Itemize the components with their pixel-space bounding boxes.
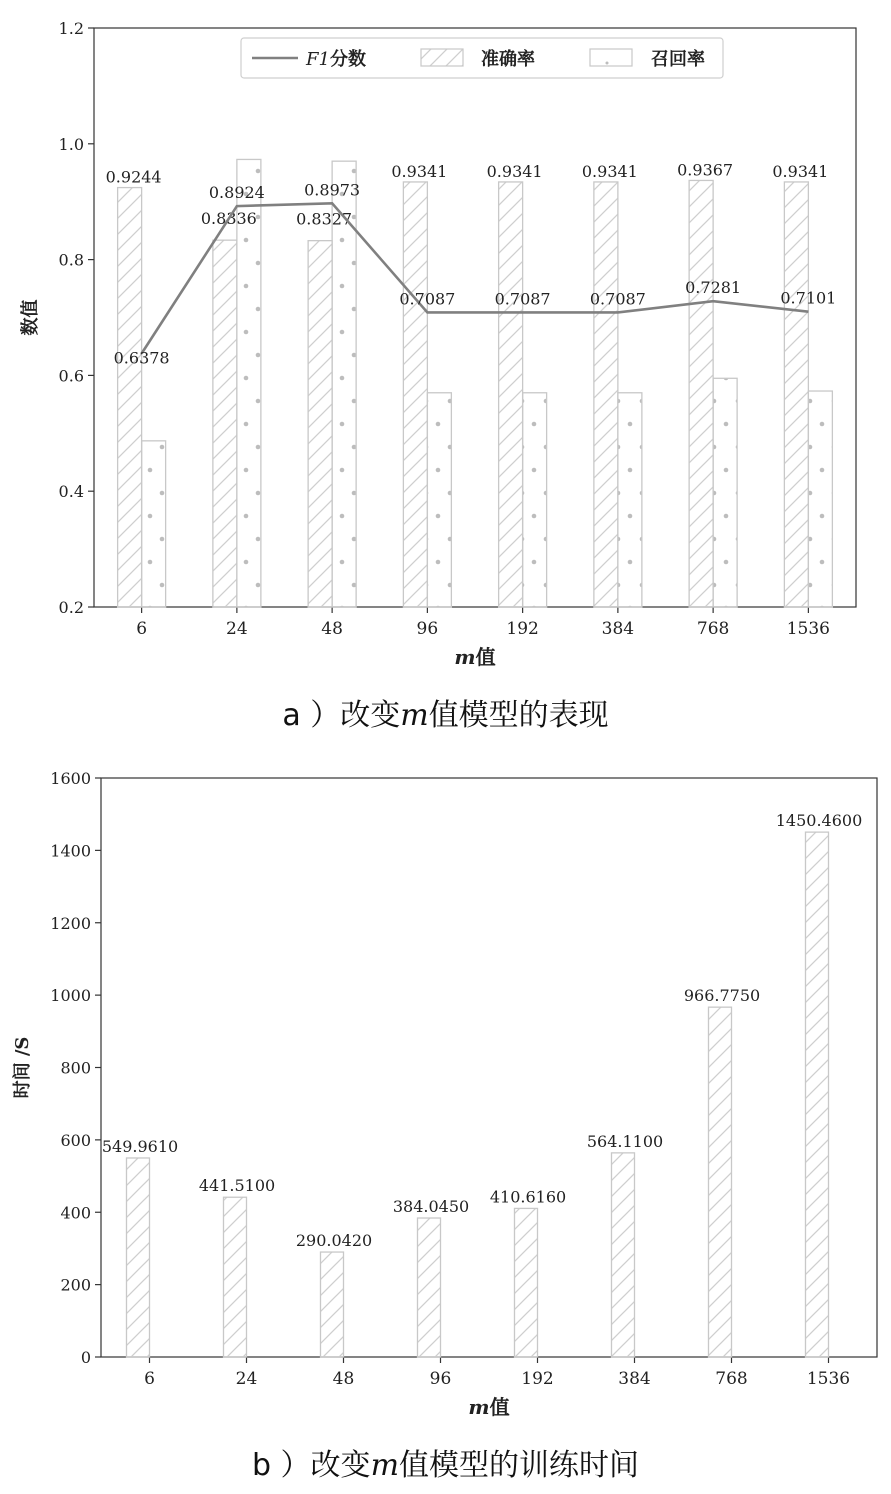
x-tick-label: 96 <box>429 1369 452 1389</box>
accuracy-data-label: 0.8336 <box>200 209 257 229</box>
legend-label-f1: F1分数 <box>306 49 366 70</box>
time-bar <box>224 1197 247 1357</box>
x-tick-label: 384 <box>618 1369 651 1389</box>
time-bar <box>515 1208 538 1357</box>
chart-b <box>11 769 877 1419</box>
f1-data-label: 0.7087 <box>399 289 456 309</box>
accuracy-data-label: 0.9367 <box>677 160 734 180</box>
y-axis-label: 时间 /S <box>12 1036 33 1099</box>
y-tick-label: 1.2 <box>58 19 84 38</box>
f1-data-label: 0.7281 <box>685 278 742 298</box>
f1-data-label: 0.8924 <box>208 183 265 203</box>
time-bar <box>321 1252 344 1357</box>
x-tick-label: 192 <box>521 1369 554 1389</box>
recall-bar <box>142 441 166 607</box>
recall-bar <box>523 393 547 607</box>
accuracy-data-label: 0.8327 <box>296 209 353 229</box>
y-tick-label: 400 <box>60 1203 91 1223</box>
plot-frame <box>94 28 856 607</box>
accuracy-bar <box>499 182 523 607</box>
accuracy-bar <box>689 180 713 607</box>
x-tick-label: 96 <box>416 619 439 639</box>
x-tick-label: 6 <box>136 619 148 639</box>
accuracy-data-label: 0.9341 <box>581 161 638 181</box>
x-tick-label: 48 <box>321 619 343 639</box>
plot-frame <box>101 778 877 1357</box>
y-tick-label: 600 <box>60 1130 91 1150</box>
y-tick-label: 0.4 <box>58 482 84 502</box>
x-tick-label: 6 <box>144 1369 155 1389</box>
time-bar <box>709 1007 732 1357</box>
y-tick-label: 1200 <box>50 913 91 933</box>
accuracy-bar <box>784 182 808 607</box>
accuracy-data-label: 0.9244 <box>105 167 162 187</box>
recall-bar <box>713 378 737 607</box>
y-tick-label: 0.8 <box>58 250 84 270</box>
recall-bar <box>808 391 832 607</box>
accuracy-data-label: 0.9341 <box>486 161 543 181</box>
time-data-label: 410.6160 <box>489 1187 567 1207</box>
f1-data-label: 0.6378 <box>113 348 170 368</box>
time-data-label: 441.5100 <box>198 1176 276 1196</box>
time-data-label: 1450.4600 <box>775 811 863 831</box>
legend-hatch-icon <box>421 49 463 66</box>
accuracy-bar <box>594 182 618 607</box>
recall-bar <box>618 393 642 607</box>
time-data-label: 966.7750 <box>683 986 761 1006</box>
y-axis-label: 数值 <box>20 299 41 336</box>
time-bar <box>127 1158 150 1357</box>
x-tick-label: 48 <box>332 1369 355 1389</box>
x-tick-label: 1536 <box>786 619 831 639</box>
time-bar <box>806 832 829 1357</box>
caption-a: a ）改变m值模型的表现 <box>282 698 609 733</box>
recall-bar <box>427 393 451 607</box>
x-axis-label: m值 <box>468 1395 510 1419</box>
f1-data-label: 0.7101 <box>780 288 837 308</box>
accuracy-data-label: 0.9341 <box>391 161 448 181</box>
accuracy-bar <box>308 241 332 607</box>
time-data-label: 564.1100 <box>586 1131 664 1151</box>
accuracy-bar <box>403 182 427 607</box>
y-tick-label: 200 <box>60 1275 91 1295</box>
x-tick-label: 192 <box>506 619 539 639</box>
legend-label-accuracy: 准确率 <box>481 49 535 70</box>
y-tick-label: 0 <box>80 1348 91 1367</box>
legend-dot <box>606 62 609 65</box>
time-data-label: 384.0450 <box>392 1197 470 1217</box>
accuracy-bar <box>118 188 142 607</box>
x-axis-label: m值 <box>454 645 496 669</box>
legend <box>241 38 723 78</box>
y-tick-label: 1000 <box>50 986 91 1006</box>
y-tick-label: 1.0 <box>58 134 84 154</box>
legend-dots-icon <box>590 49 632 66</box>
chart-a <box>19 19 856 669</box>
x-tick-label: 384 <box>601 619 635 639</box>
time-bar <box>418 1218 441 1357</box>
time-data-label: 290.0420 <box>295 1231 373 1251</box>
time-bar <box>612 1153 635 1357</box>
y-tick-label: 800 <box>60 1058 91 1078</box>
time-data-label: 549.9610 <box>101 1136 179 1156</box>
x-tick-label: 768 <box>696 619 730 639</box>
x-tick-label: 768 <box>715 1369 748 1389</box>
y-tick-label: 1400 <box>50 841 91 861</box>
f1-data-label: 0.8973 <box>304 180 361 200</box>
y-tick-label: 1600 <box>50 769 91 788</box>
f1-data-label: 0.7087 <box>494 289 551 309</box>
legend-label-recall: 召回率 <box>651 49 705 70</box>
x-tick-label: 1536 <box>806 1369 851 1389</box>
accuracy-bar <box>213 240 237 607</box>
y-tick-label: 0.2 <box>58 598 84 617</box>
caption-b: b ）改变m值模型的训练时间 <box>251 1448 640 1483</box>
y-tick-label: 0.6 <box>58 366 84 386</box>
x-tick-label: 24 <box>235 1369 258 1389</box>
accuracy-data-label: 0.9341 <box>772 161 829 181</box>
x-tick-label: 24 <box>226 619 248 639</box>
f1-data-label: 0.7087 <box>589 289 646 309</box>
